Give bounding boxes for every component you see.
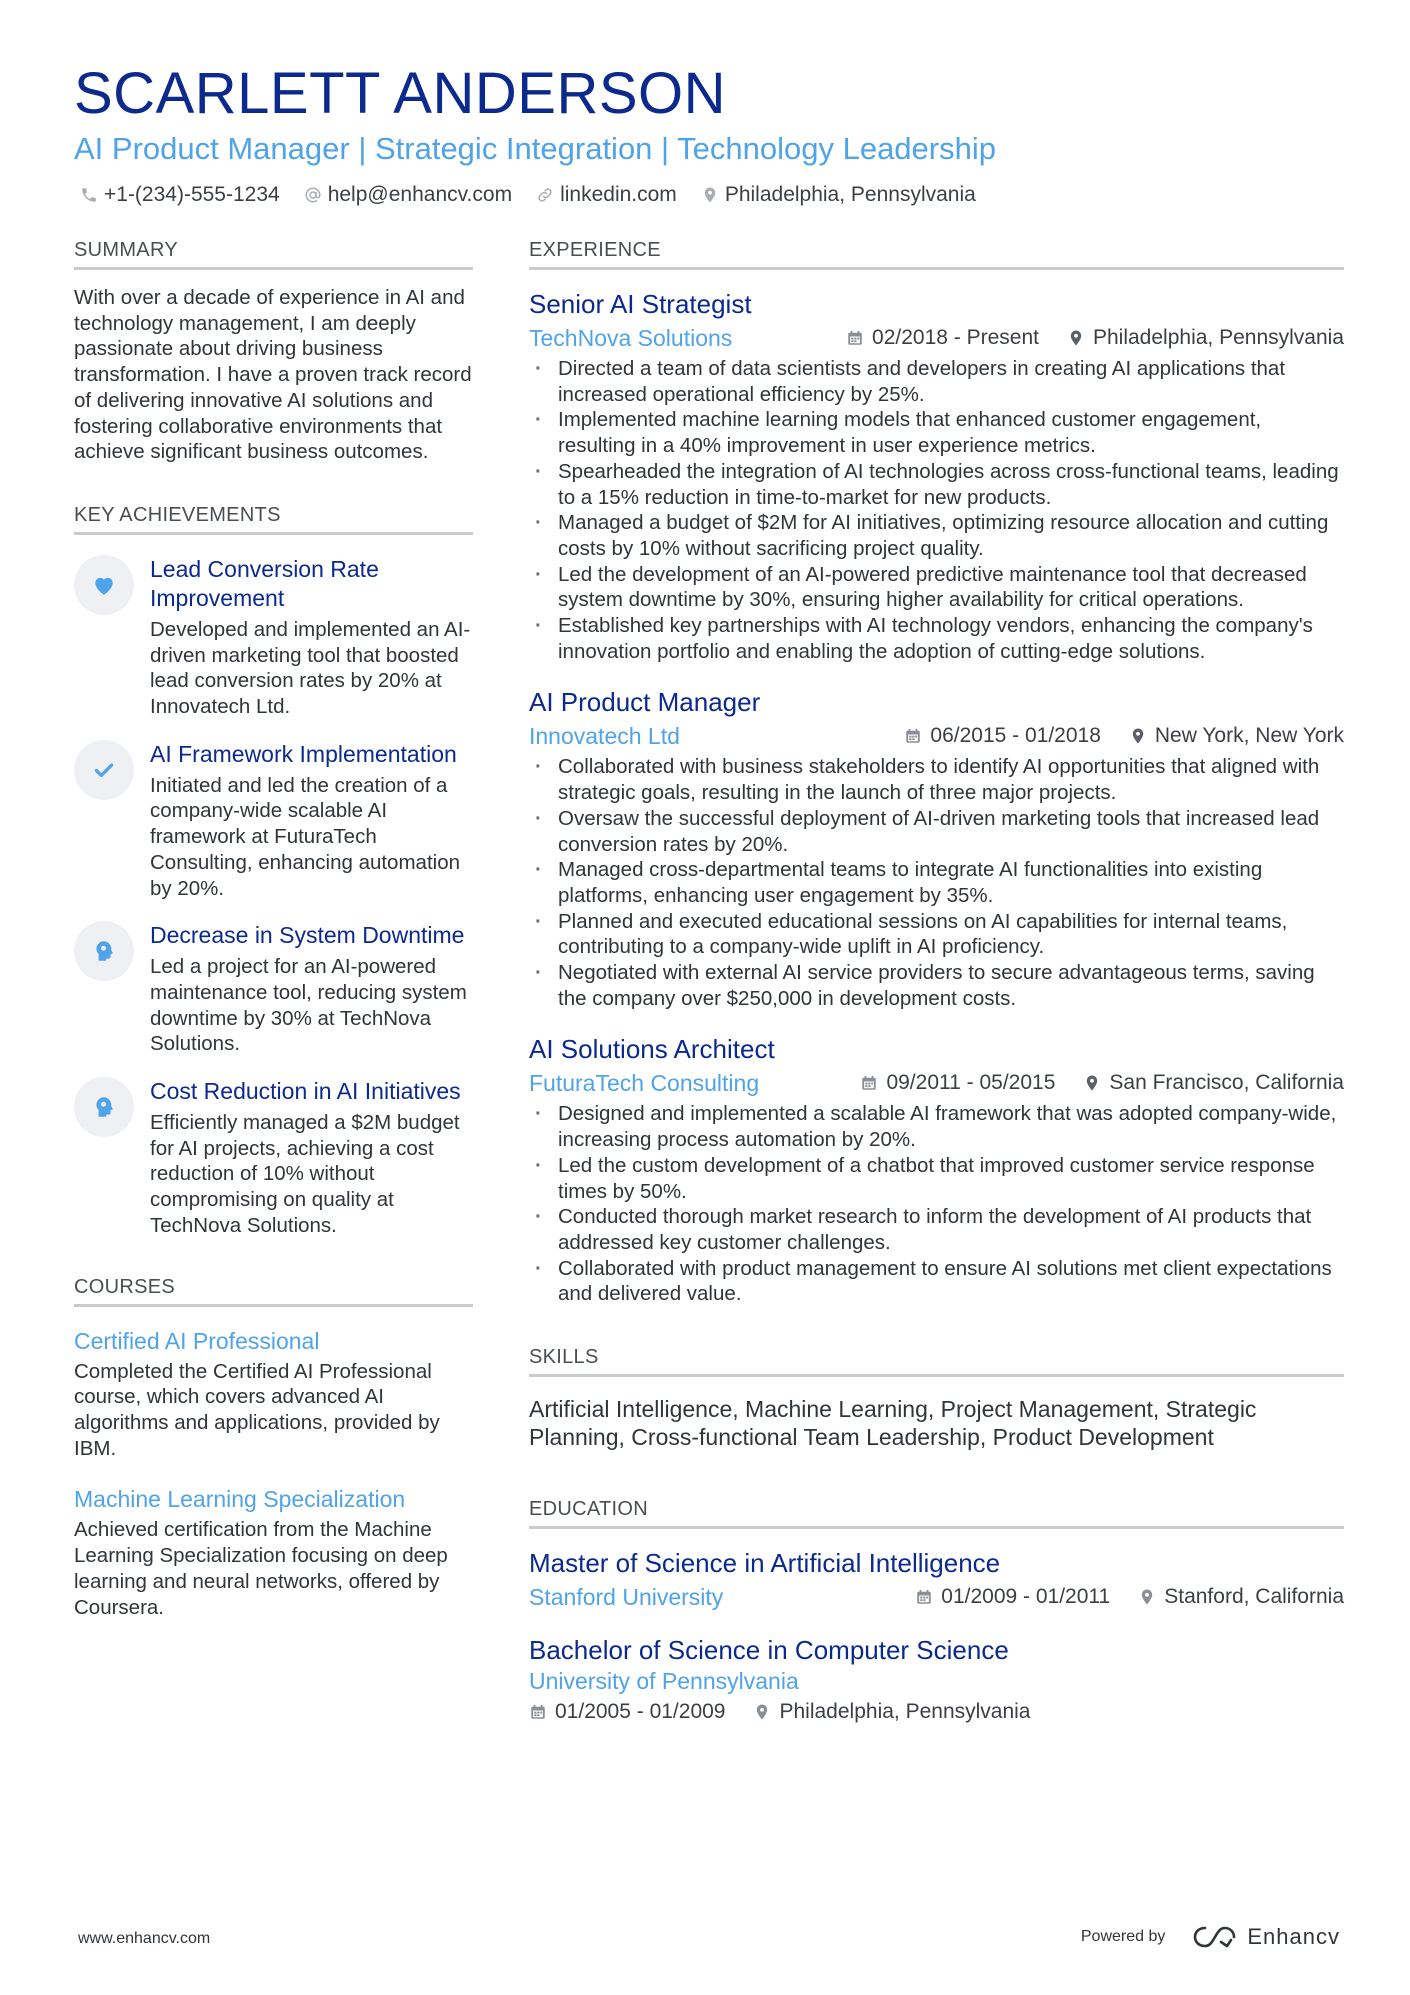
bullet-item: · Oversaw the successful deployment of AI-driven marketing tools that increased lead conversion rates by 20%.: [529, 806, 1344, 857]
achievement-icon-badge: [74, 1077, 134, 1137]
brand-name: Enhancv: [1247, 1924, 1340, 1949]
job-dates: 09/2011 - 05/2015: [886, 1071, 1056, 1095]
summary-text: With over a decade of experience in AI and technology management, I am deeply passionate about driving business transformation. I have a proven track record of delivering innovative AI solutions and fostering collaborative environments that achieve significant business outcomes.: [74, 286, 472, 464]
location-pin-icon: [1129, 727, 1147, 745]
head-brain-icon: [91, 1094, 117, 1120]
job-location: Philadelphia, Pennsylvania: [1092, 326, 1344, 349]
course-item: [74, 1485, 473, 1620]
achievement-desc: Led a project for an AI-powered maintenance tool, reducing system downtime by 30% at TechNova Solutions.: [150, 955, 467, 1056]
location-pin-icon: [1083, 1074, 1101, 1092]
bullet-item: · Directed a team of data scientists and developers in creating AI applications that increased operational efficiency by 25%.: [529, 356, 1344, 407]
job-dates: 06/2015 - 01/2018: [930, 724, 1101, 748]
at-icon: [304, 186, 322, 204]
achievement-desc: Efficiently managed a $2M budget for AI projects, achieving a cost reduction of 10% without compromising on quality at TechNova Solutions.: [150, 1111, 460, 1237]
courses-section: [74, 1275, 473, 1621]
job-bullets: [529, 1101, 1344, 1307]
school-name: Stanford University: [529, 1584, 724, 1611]
phone-icon: [80, 186, 98, 204]
summary-heading: SUMMARY: [74, 238, 473, 270]
contact-location: [701, 182, 976, 208]
courses-heading: COURSES: [74, 1275, 473, 1307]
achievement-title: Cost Reduction in AI Initiatives: [150, 1078, 461, 1105]
bullet-item: · Managed cross-departmental teams to integrate AI functionalities into existing platforms, enhancing user engagement by 35%.: [529, 857, 1344, 908]
location-pin-icon: [1138, 1588, 1156, 1606]
job-entry: [529, 1033, 1344, 1307]
job-title: AI Solutions Architect: [529, 1034, 775, 1065]
phone-text: +1-(234)-555-1234: [104, 183, 280, 206]
achievement-title: Lead Conversion Rate Improvement: [150, 555, 379, 611]
contact-bar: [74, 182, 1344, 208]
head-brain-icon: [91, 938, 117, 964]
calendar-icon: [915, 1588, 933, 1606]
calendar-icon: [846, 329, 864, 347]
job-dates: 02/2018 - Present: [872, 326, 1039, 349]
achievement-icon-badge: [74, 921, 134, 981]
course-title: Machine Learning Specialization: [74, 1486, 406, 1513]
education-location: Stanford, California: [1164, 1585, 1344, 1609]
resume-header: [74, 62, 1344, 208]
achievement-icon-badge: [74, 740, 134, 800]
job-title: Senior AI Strategist: [529, 289, 752, 319]
bullet-item: · Spearheaded the integration of AI technologies across cross-functional teams, leading to a 15% reduction in time-to-market for new products.: [529, 459, 1344, 510]
enhancv-logo[interactable]: [1191, 1924, 1340, 1950]
bullet-item: · Led the custom development of a chatbot that improved customer service response times by 50%.: [529, 1153, 1344, 1204]
education-location: Philadelphia, Pennsylvania: [779, 1700, 1031, 1724]
skills-text: Artificial Intelligence, Machine Learning, Project Management, Strategic Planning, Cross-functional Team Leadership, Product Development: [529, 1396, 1257, 1451]
skills-section: [529, 1345, 1344, 1451]
contact-linkedin[interactable]: [536, 182, 677, 208]
right-column: [529, 238, 1344, 1724]
powered-by-label: Powered by: [1080, 1928, 1166, 1945]
education-entry: [529, 1634, 1344, 1724]
achievement-title: AI Framework Implementation: [150, 740, 457, 767]
education-dates: 01/2005 - 01/2009: [555, 1700, 726, 1724]
footer-branding: [1081, 1924, 1340, 1950]
education-section: [529, 1497, 1344, 1724]
enhancv-logo-icon: [1191, 1924, 1239, 1950]
job-entry: [529, 686, 1344, 1011]
degree-title: Master of Science in Artificial Intelligence: [529, 1548, 1001, 1579]
left-column: [74, 238, 473, 1620]
degree-title: Bachelor of Science in Computer Science: [529, 1635, 1009, 1666]
check-icon: [91, 757, 117, 783]
achievement-item: [74, 921, 473, 1057]
job-location: New York, New York: [1154, 724, 1344, 748]
experience-section: [529, 238, 1344, 1307]
achievement-item: [74, 1077, 473, 1239]
location-text: Philadelphia, Pennsylvania: [724, 183, 976, 206]
bullet-item: · Managed a budget of $2M for AI initiatives, optimizing resource allocation and cutting costs by 10% without sacrificing project quality.: [529, 510, 1344, 561]
achievement-icon-badge: [74, 555, 134, 615]
job-entry: [529, 288, 1344, 664]
link-icon: [536, 186, 554, 204]
achievements-section: [74, 503, 473, 1239]
bullet-item: · Designed and implemented a scalable AI framework that was adopted company-wide, increasing process automation by 20%.: [529, 1101, 1344, 1152]
bullet-item: · Led the development of an AI-powered predictive maintenance tool that decreased system downtime by 30%, ensuring higher availability for critical operations.: [529, 562, 1344, 613]
course-desc: Achieved certification from the Machine Learning Specialization focusing on deep learning and neural networks, offered by Coursera.: [74, 1518, 448, 1619]
achievement-item: [74, 555, 473, 720]
company-name: TechNova Solutions: [529, 325, 733, 351]
contact-phone[interactable]: [80, 182, 280, 208]
achievement-title: Decrease in System Downtime: [150, 922, 465, 949]
company-name: FuturaTech Consulting: [529, 1070, 760, 1097]
job-location: San Francisco, California: [1109, 1071, 1344, 1095]
linkedin-text: linkedin.com: [560, 183, 677, 206]
achievement-desc: Initiated and led the creation of a company-wide scalable AI framework at FuturaTech Consulting, enhancing automation by 20%.: [150, 773, 460, 900]
candidate-name: SCARLETT ANDERSON: [74, 61, 727, 126]
calendar-icon: [529, 1703, 547, 1721]
location-pin-icon: [753, 1703, 771, 1721]
candidate-title: AI Product Manager | Strategic Integration | Technology Leadership: [74, 131, 996, 166]
bullet-item: · Established key partnerships with AI technology vendors, enhancing the company's innovation portfolio and enabling the adoption of cutting-edge solutions.: [529, 613, 1344, 664]
experience-heading: EXPERIENCE: [529, 238, 1344, 270]
calendar-icon: [860, 1074, 878, 1092]
course-item: [74, 1327, 473, 1462]
location-pin-icon: [701, 186, 719, 204]
achievement-desc: Developed and implemented an AI-driven marketing tool that boosted lead conversion rates by 20% at Innovatech Ltd.: [150, 617, 471, 719]
footer-website[interactable]: www.enhancv.com: [78, 1930, 211, 1947]
course-desc: Completed the Certified AI Professional course, which covers advanced AI algorithms and applications, provided by IBM.: [74, 1359, 440, 1460]
achievements-heading: KEY ACHIEVEMENTS: [74, 503, 473, 535]
education-heading: EDUCATION: [529, 1497, 1344, 1529]
heart-icon: [91, 572, 117, 598]
bullet-item: · Conducted thorough market research to inform the development of AI products that addressed key customer challenges.: [529, 1204, 1344, 1255]
job-title: AI Product Manager: [529, 687, 761, 718]
skills-heading: SKILLS: [529, 1345, 1344, 1377]
bullet-item: · Collaborated with business stakeholders to identify AI opportunities that aligned with strategic goals, resulting in the launch of three major projects.: [529, 754, 1344, 805]
job-bullets: [529, 754, 1344, 1011]
location-pin-icon: [1067, 329, 1085, 347]
course-title: Certified AI Professional: [74, 1327, 320, 1354]
education-entry: [529, 1547, 1344, 1612]
contact-email[interactable]: [304, 182, 512, 208]
school-name: University of Pennsylvania: [529, 1668, 799, 1695]
bullet-item: · Negotiated with external AI service providers to secure advantageous terms, saving the company over $250,000 in development costs.: [529, 960, 1344, 1011]
company-name: Innovatech Ltd: [529, 723, 680, 750]
bullet-item: · Collaborated with product management to ensure AI solutions met client expectations and delivered value.: [529, 1256, 1344, 1307]
email-text: help@enhancv.com: [327, 183, 513, 206]
achievement-item: [74, 740, 473, 902]
summary-section: [74, 238, 473, 465]
calendar-icon: [904, 727, 922, 745]
job-bullets: [529, 356, 1344, 664]
education-dates: 01/2009 - 01/2011: [941, 1585, 1111, 1609]
bullet-item: · Implemented machine learning models that enhanced customer engagement, resulting in a 40% improvement in user experience metrics.: [529, 407, 1344, 458]
bullet-item: · Planned and executed educational sessions on AI capabilities for internal teams, contributing to a company-wide uplift in AI proficiency.: [529, 909, 1344, 960]
